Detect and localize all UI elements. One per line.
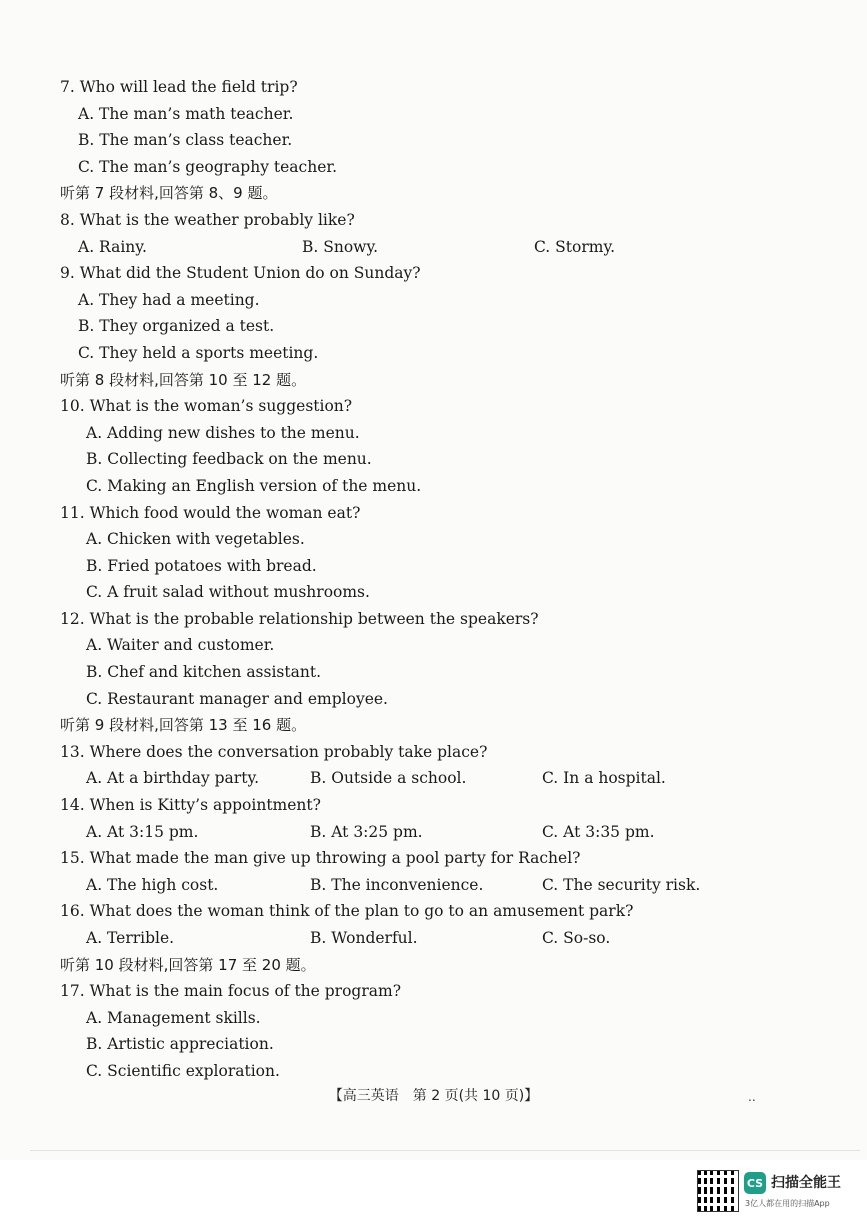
answer-option: B. They organized a test. — [78, 317, 275, 336]
footer-dots: .. — [748, 1090, 756, 1104]
answer-option: C. At 3:35 pm. — [542, 822, 655, 841]
answer-option: B. Chef and kitchen assistant. — [86, 663, 321, 682]
question-stem: 9. What did the Student Union do on Sunday? — [60, 264, 421, 283]
options-row — [60, 872, 800, 899]
answer-option: C. In a hospital. — [542, 769, 666, 788]
answer-option: C. The man’s geography teacher. — [78, 157, 338, 176]
question-list — [60, 74, 800, 1085]
answer-option: B. Snowy. — [302, 237, 379, 256]
question-stem: 17. What is the main focus of the program? — [60, 982, 402, 1001]
answer-option: A. The man’s math teacher. — [78, 104, 294, 123]
answer-option: C. A fruit salad without mushrooms. — [86, 583, 370, 602]
options-row — [60, 234, 800, 261]
options-row — [60, 819, 800, 846]
question-stem: 12. What is the probable relationship between the speakers? — [60, 609, 539, 628]
answer-option: A. The high cost. — [86, 875, 219, 894]
options-row — [60, 765, 800, 792]
answer-option: A. Terrible. — [86, 929, 175, 947]
answer-option: B. Wonderful. — [310, 929, 418, 947]
answer-option: B. At 3:25 pm. — [310, 822, 423, 841]
answer-option: B. Fried potatoes with bread. — [86, 556, 317, 575]
answer-option: C. They held a sports meeting. — [78, 343, 319, 362]
scanner-brand: 扫描全能王 — [771, 1175, 841, 1191]
answer-option: C. Stormy. — [534, 237, 616, 256]
answer-option: A. Adding new dishes to the menu. — [86, 423, 360, 442]
question-stem: 15. What made the man give up throwing a pool party for Rachel? — [60, 849, 581, 868]
scanner-tagline: 3亿人都在用的扫描App — [745, 1199, 830, 1208]
question-stem: 14. When is Kitty’s appointment? — [60, 796, 321, 815]
answer-option: C. Restaurant manager and employee. — [86, 689, 388, 708]
answer-option: A. Waiter and customer. — [86, 636, 275, 655]
question-stem: 11. Which food would the woman eat? — [60, 503, 361, 522]
answer-option: A. Rainy. — [78, 237, 147, 256]
answer-option: A. At 3:15 pm. — [86, 822, 199, 841]
scanner-watermark — [697, 1170, 857, 1214]
answer-option: A. Chicken with vegetables. — [86, 530, 305, 549]
section-instruction: 听第 10 段材料,回答第 17 至 20 题。 — [60, 955, 316, 974]
answer-option: B. Outside a school. — [310, 769, 467, 788]
answer-option: A. At a birthday party. — [86, 769, 260, 788]
qr-code-icon — [697, 1170, 739, 1212]
camscanner-logo-icon: CS — [744, 1172, 766, 1194]
section-instruction: 听第 7 段材料,回答第 8、9 题。 — [60, 184, 278, 203]
question-stem: 16. What does the woman think of the plan to go to an amusement park? — [60, 902, 634, 921]
answer-option: A. Management skills. — [86, 1008, 261, 1027]
question-stem: 8. What is the weather probably like? — [60, 210, 355, 229]
question-stem: 7. Who will lead the field trip? — [60, 78, 298, 96]
section-instruction: 听第 9 段材料,回答第 13 至 16 题。 — [60, 716, 307, 735]
question-stem: 13. Where does the conversation probably take place? — [60, 742, 488, 761]
answer-option: A. They had a meeting. — [78, 290, 260, 309]
answer-option: C. Scientific exploration. — [86, 1061, 280, 1080]
answer-option: B. The inconvenience. — [310, 875, 484, 894]
answer-option: B. The man’s class teacher. — [78, 131, 293, 150]
answer-option: C. So-so. — [542, 929, 611, 947]
section-instruction: 听第 8 段材料,回答第 10 至 12 题。 — [60, 370, 307, 389]
options-row — [60, 925, 800, 952]
page-bottom-divider — [30, 1150, 860, 1151]
question-stem: 10. What is the woman’s suggestion? — [60, 397, 353, 416]
answer-option: C. Making an English version of the menu. — [86, 476, 422, 495]
page-footer: 【高三英语 第 2 页(共 10 页)】 — [328, 1088, 539, 1104]
answer-option: B. Collecting feedback on the menu. — [86, 450, 372, 469]
answer-option: B. Artistic appreciation. — [86, 1035, 274, 1054]
answer-option: C. The security risk. — [542, 875, 701, 894]
